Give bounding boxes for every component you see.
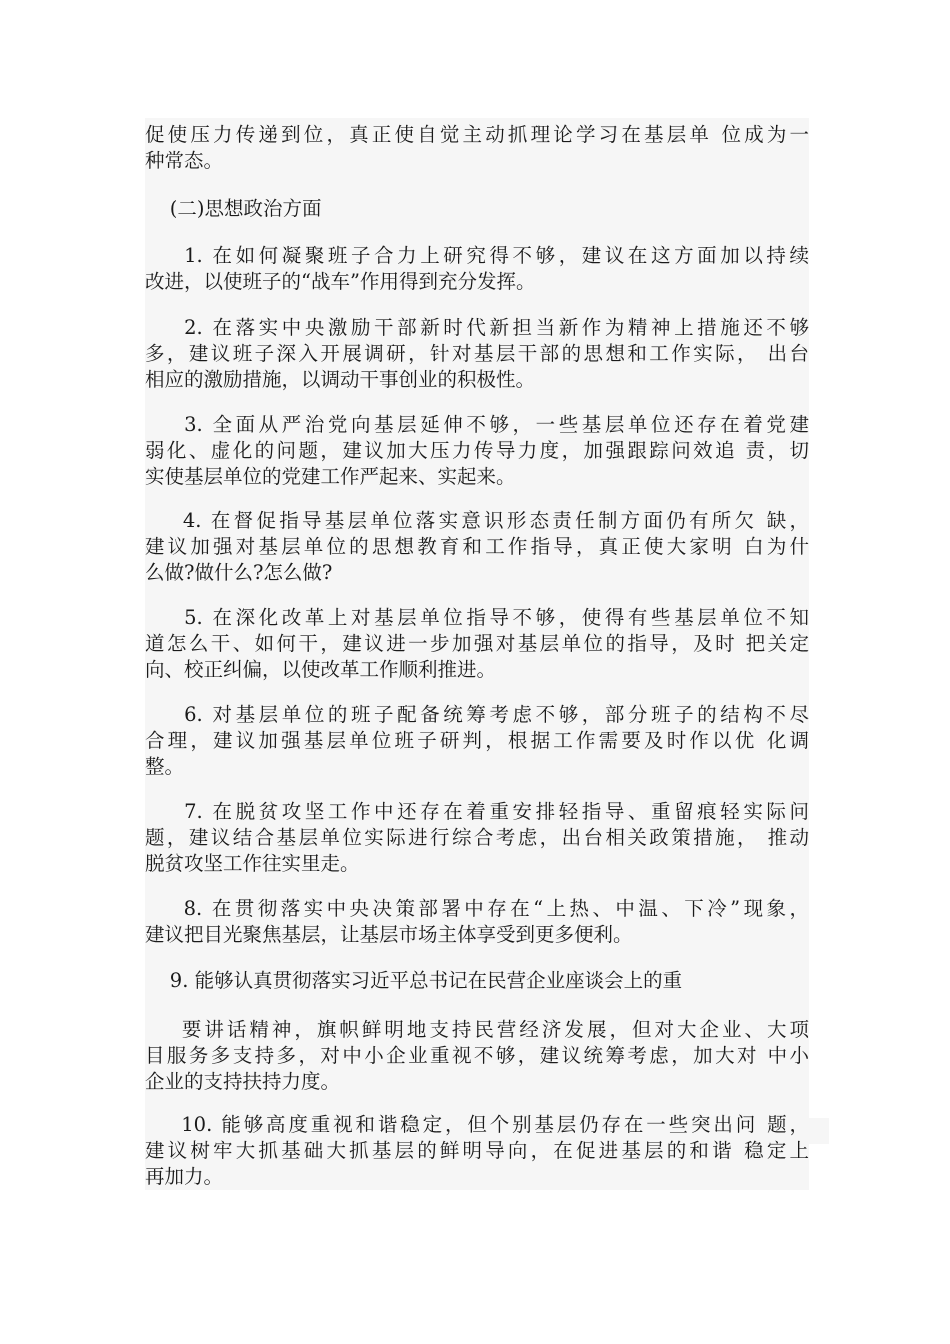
text-line: 道怎么干、如何干，建议进一步加强对基层单位的指导，及时 把关定 [145, 632, 809, 655]
text-line: 7. 在脱贫攻坚工作中还存在着重安排轻指导、重留痕轻实际问 [145, 800, 809, 823]
text-line: 脱贫攻坚工作往实里走。 [145, 852, 360, 875]
text-line: 建议树牢大抓基础大抓基层的鲜明导向，在促进基层的和谐 稳定上 [145, 1139, 809, 1162]
text-line: 整。 [145, 755, 185, 778]
paragraph-item-3 [145, 412, 809, 490]
text-line: 向、校正纠偏，以使改革工作顺利推进。 [145, 658, 497, 681]
paragraph-item-4 [145, 508, 809, 586]
text-line: 5. 在深化改革上对基层单位指导不够，使得有些基层单位不知 [145, 606, 809, 629]
text-line: 种常态。 [145, 149, 224, 172]
paragraph-item-9 [145, 968, 809, 994]
text-line: 6. 对基层单位的班子配备统筹考虑不够，部分班子的结构不尽 [145, 703, 809, 726]
text-line: 促使压力传递到位，真正使自觉主动抓理论学习在基层单 位成为一 [145, 123, 809, 146]
text-line: 合理，建议加强基层单位班子研判，根据工作需要及时作以优 化调 [145, 729, 809, 752]
document-body [145, 118, 809, 1190]
text-line: 再加力。 [145, 1165, 224, 1188]
text-line: 改进，以使班子的“战车”作用得到充分发挥。 [145, 270, 536, 293]
text-line: 题，建议结合基层单位实际进行综合考虑，出台相关政策措施， 推动 [145, 826, 809, 849]
paragraph-item-2 [145, 315, 809, 393]
text-line: 1. 在如何凝聚班子合力上研究得不够，建议在这方面加以持续 [145, 244, 809, 267]
paragraph-item-1 [145, 243, 809, 295]
text-line: 企业的支持扶持力度。 [145, 1070, 341, 1093]
paragraph-overflow-shade [809, 1118, 829, 1144]
text-line: 么做?做什么?怎么做? [145, 561, 333, 584]
text-line: 建议加强对基层单位的思想教育和工作指导，真正使大家明 白为什 [145, 535, 809, 558]
text-line: 10. 能够高度重视和谐稳定，但个别基层仍存在一些突出问 题， [145, 1113, 809, 1136]
text-line: 目服务多支持多，对中小企业重视不够，建议统筹考虑，加大对 中小 [145, 1044, 809, 1067]
paragraph-item-6 [145, 702, 809, 780]
text-line: 9. 能够认真贯彻落实习近平总书记在民营企业座谈会上的重 [145, 969, 683, 992]
paragraph-item-9-continued [145, 1017, 809, 1095]
text-line: 2. 在落实中央激励干部新时代新担当新作为精神上措施还不够 [145, 316, 809, 339]
text-line: 8. 在贯彻落实中央决策部署中存在“上热、中温、下冷”现象， [145, 897, 809, 920]
text-line: 弱化、虚化的问题，建议加大压力传导力度，加强跟踪问效追 责，切 [145, 439, 809, 462]
paragraph-item-10 [145, 1112, 809, 1190]
text-line: 建议把目光聚焦基层，让基层市场主体享受到更多便利。 [145, 923, 633, 946]
heading-line: (二)思想政治方面 [145, 197, 322, 220]
text-line: 实使基层单位的党建工作严起来、实起来。 [145, 465, 516, 488]
text-line: 多，建议班子深入开展调研，针对基层干部的思想和工作实际， 出台 [145, 342, 809, 365]
text-line: 相应的激励措施，以调动干事创业的积极性。 [145, 368, 536, 391]
section-heading [145, 196, 809, 222]
paragraph-item-7 [145, 799, 809, 877]
paragraph-item-8 [145, 896, 809, 948]
paragraph-item-5 [145, 605, 809, 683]
text-line: 3. 全面从严治党向基层延伸不够，一些基层单位还存在着党建 [145, 413, 809, 436]
text-line: 要讲话精神，旗帜鲜明地支持民营经济发展，但对大企业、大项 [145, 1018, 809, 1041]
text-line: 4. 在督促指导基层单位落实意识形态责任制方面仍有所欠 缺， [145, 509, 809, 532]
paragraph-intro-end [145, 122, 809, 174]
